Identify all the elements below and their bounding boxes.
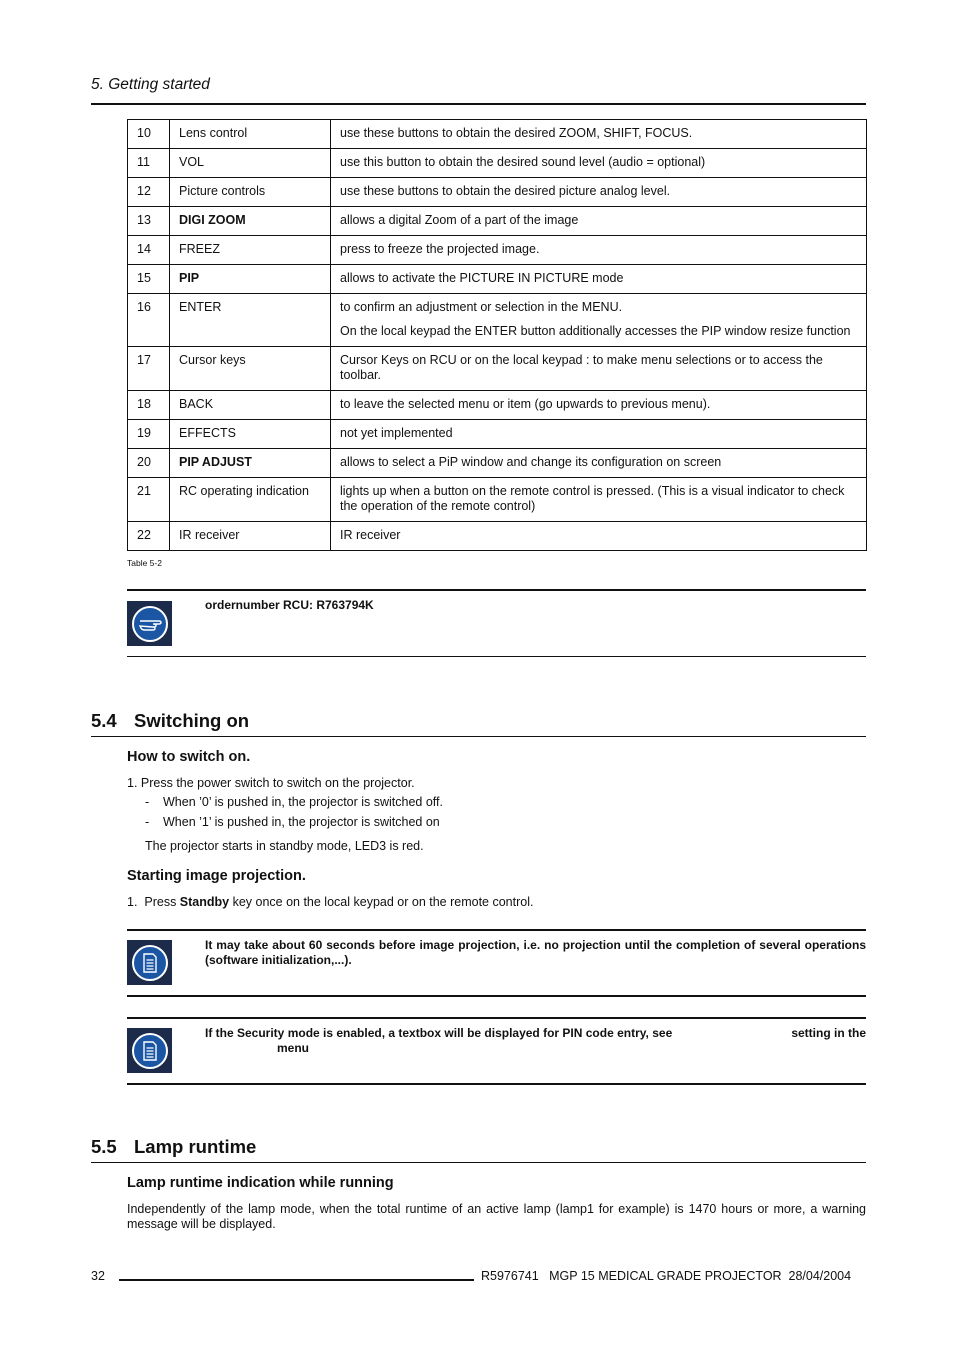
row-number: 11: [128, 149, 170, 178]
button-name: VOL: [170, 149, 331, 178]
table-row: [128, 347, 867, 391]
subhead-starting-projection: Starting image projection.: [127, 868, 306, 884]
button-description: [331, 420, 867, 449]
step-1-standby: 1. Press Standby key once on the local keypad or on the remote control.: [127, 895, 534, 909]
document-icon: [127, 940, 172, 985]
bullet-switched-off: When ’0’ is pushed in, the projector is switched off.: [163, 795, 444, 809]
footer-rule: [119, 1279, 474, 1281]
row-number: 19: [128, 420, 170, 449]
button-name: EFFECTS: [170, 420, 331, 449]
row-number: 17: [128, 347, 170, 391]
button-name: ENTER: [170, 294, 331, 347]
button-description: [331, 391, 867, 420]
button-name: DIGI ZOOM: [170, 207, 331, 236]
table-row: [128, 420, 867, 449]
table-row: [128, 522, 867, 551]
button-name: BACK: [170, 391, 331, 420]
info-note-text: If the Security mode is enabled, a textbox will be displayed for PIN code entry, see setting in the menu: [205, 1026, 866, 1055]
row-number: 22: [128, 522, 170, 551]
button-description: [331, 120, 867, 149]
section-rule: [91, 736, 866, 737]
running-header: 5. Getting started: [91, 76, 210, 93]
row-number: 14: [128, 236, 170, 265]
step-1-power-switch: 1. Press the power switch to switch on the projector.: [127, 776, 415, 790]
button-function-table: [127, 119, 867, 551]
footer-doc-info: R5976741 MGP 15 MEDICAL GRADE PROJECTOR 28/04/2004: [481, 1269, 852, 1283]
pointing-hand-icon: [127, 601, 172, 646]
row-number: 16: [128, 294, 170, 347]
description-line: to leave the selected menu or item (go upwards to previous menu).: [340, 397, 711, 411]
row-number: 10: [128, 120, 170, 149]
table-row: [128, 149, 867, 178]
button-description: [331, 207, 867, 236]
tip-note-text: ordernumber RCU: R763794K: [205, 598, 374, 612]
button-description: [331, 294, 867, 347]
button-name: Cursor keys: [170, 347, 331, 391]
button-description: [331, 449, 867, 478]
description-line: lights up when a button on the remote control is pressed. (This is a visual indicator to check the operation of the remote control): [340, 484, 845, 513]
standby-text: The projector starts in standby mode, LED3 is red.: [145, 839, 424, 853]
description-line: On the local keypad the ENTER button additionally accesses the PIP window resize function: [340, 324, 851, 338]
description-line: Cursor Keys on RCU or on the local keypad : to make menu selections or to access the toolbar.: [340, 353, 823, 382]
bullet-dash: -: [145, 795, 150, 809]
description-line: IR receiver: [340, 528, 401, 542]
button-name: IR receiver: [170, 522, 331, 551]
lamp-runtime-body: Independently of the lamp mode, when the total runtime of an active lamp (lamp1 for example) is 1470 hours or more, a warning message will be displayed.: [127, 1202, 866, 1231]
description-line: to confirm an adjustment or selection in the MENU.: [340, 300, 623, 314]
bullet-switched-on: When ’1’ is pushed in, the projector is switched on: [163, 815, 440, 829]
button-name: PIP: [170, 265, 331, 294]
table-row: [128, 178, 867, 207]
subhead-how-to-switch-on: How to switch on.: [127, 749, 251, 765]
document-icon: [127, 1028, 172, 1073]
section-rule: [91, 1162, 866, 1163]
info-note-startup-time: [127, 929, 866, 997]
bullet-dash: -: [145, 815, 150, 829]
table-row: [128, 449, 867, 478]
row-number: 18: [128, 391, 170, 420]
section-title-lamp-runtime: 5.5 Lamp runtime: [91, 1136, 257, 1157]
description-line: allows to activate the PICTURE IN PICTURE mode: [340, 271, 624, 285]
button-description: [331, 347, 867, 391]
button-name: FREEZ: [170, 236, 331, 265]
table-row: [128, 120, 867, 149]
tip-note: [127, 589, 866, 657]
description-line: not yet implemented: [340, 426, 453, 440]
row-number: 21: [128, 478, 170, 522]
button-description: [331, 522, 867, 551]
row-number: 15: [128, 265, 170, 294]
description-line: use these buttons to obtain the desired picture analog level.: [340, 184, 671, 198]
description-line: allows to select a PiP window and change its configuration on screen: [340, 455, 722, 469]
button-description: [331, 478, 867, 522]
table-row: [128, 236, 867, 265]
table-row: [128, 294, 867, 347]
row-number: 13: [128, 207, 170, 236]
table-row: [128, 478, 867, 522]
button-name: Lens control: [170, 120, 331, 149]
button-name: RC operating indication: [170, 478, 331, 522]
button-description: [331, 178, 867, 207]
description-line: use these buttons to obtain the desired ZOOM, SHIFT, FOCUS.: [340, 126, 693, 140]
table-caption: Table 5-2: [127, 558, 162, 568]
description-line: use this button to obtain the desired sound level (audio = optional): [340, 155, 706, 169]
row-number: 12: [128, 178, 170, 207]
description-line: allows a digital Zoom of a part of the image: [340, 213, 579, 227]
table-row: [128, 265, 867, 294]
info-note-text: It may take about 60 seconds before image projection, i.e. no projection until the completion of several operations (software initialization,...).: [205, 938, 866, 967]
row-number: 20: [128, 449, 170, 478]
table-row: [128, 207, 867, 236]
button-name: Picture controls: [170, 178, 331, 207]
button-description: [331, 149, 867, 178]
button-description: [331, 265, 867, 294]
info-note-security-mode: [127, 1017, 866, 1085]
subhead-lamp-runtime-indication: Lamp runtime indication while running: [127, 1175, 394, 1191]
button-description: [331, 236, 867, 265]
button-name: PIP ADJUST: [170, 449, 331, 478]
description-line: press to freeze the projected image.: [340, 242, 540, 256]
page-number: 32: [91, 1269, 105, 1283]
section-title-switching-on: 5.4 Switching on: [91, 710, 250, 731]
header-rule: [91, 103, 866, 105]
table-row: [128, 391, 867, 420]
